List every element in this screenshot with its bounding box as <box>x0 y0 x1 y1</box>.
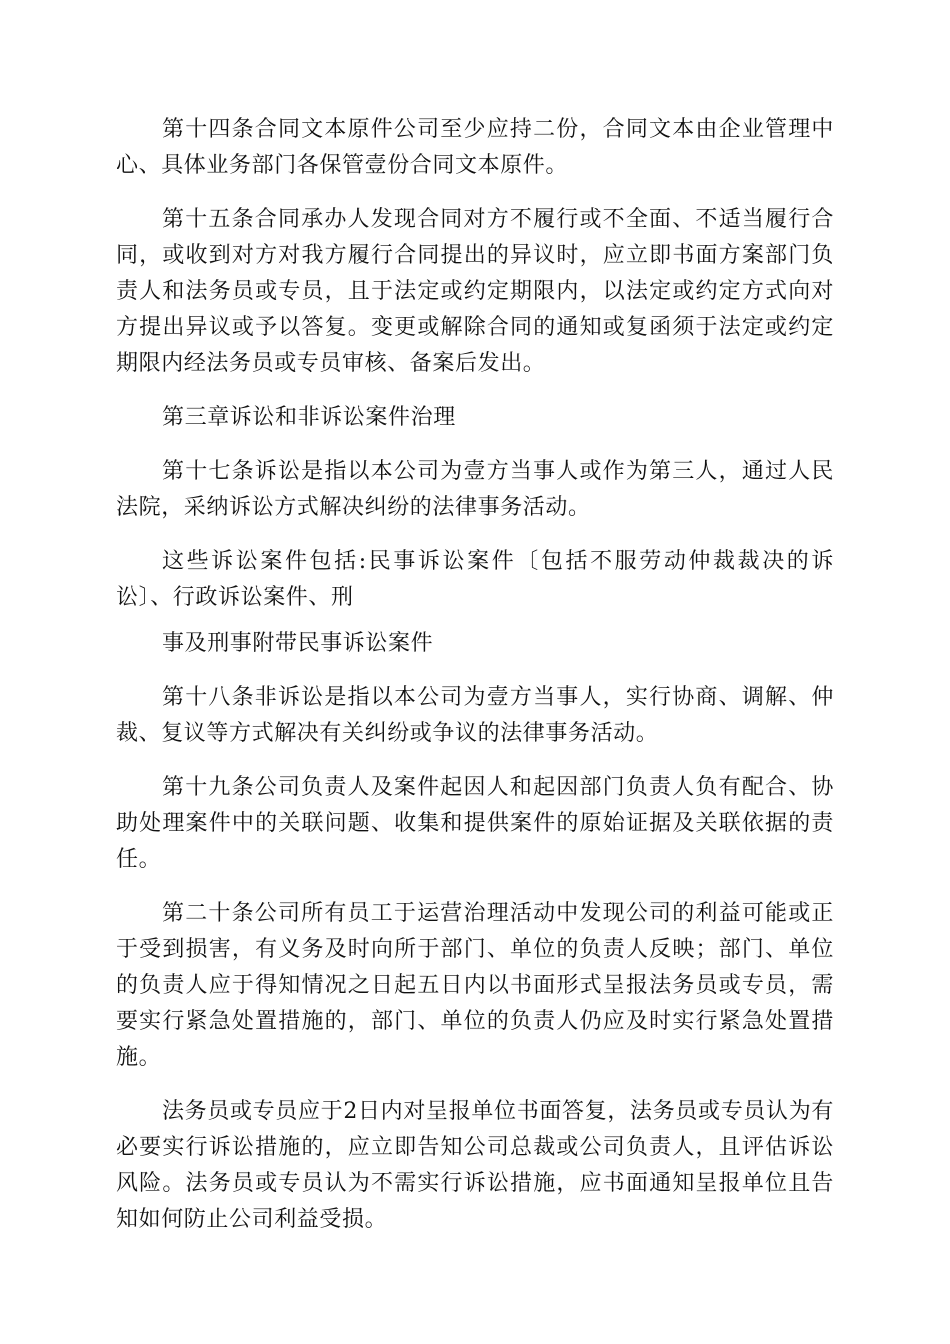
paragraph-lawsuit-types: 这些诉讼案件包括:民事诉讼案件〔包括不服劳动仲裁裁决的诉讼〕、行政诉讼案件、刑 <box>116 549 834 610</box>
paragraph-legal-response: 法务员或专员应于2日内对呈报单位书面答复，法务员或专员认为有必要实行诉讼措施的，应立即告知公司总裁或公司负责人，且评估诉讼风险。法务员或专员认为不需实行诉讼措施，应书面通知呈报单位且告知如何防止公司利益受损。 <box>116 1099 834 1232</box>
document-body <box>116 112 834 1256</box>
paragraph-article-15: 第十五条合同承办人发现合同对方不履行或不全面、不适当履行合同，或收到对方对我方履行合同提出的异议时，应立即书面方案部门负责人和法务员或专员，且于法定或约定期限内，以法定或约定方式向对方提出异议或予以答复。变更或解除合同的通知或复函须于法定或约定期限内经法务员或专员审核、备案后发出。 <box>116 207 834 376</box>
paragraph-article-17: 第十七条诉讼是指以本公司为壹方当事人或作为第三人，通过人民法院，采纳诉讼方式解决纠纷的法律事务活动。 <box>116 459 834 520</box>
paragraph-lawsuit-types-continued: 事及刑事附带民事诉讼案件 <box>162 631 434 656</box>
paragraph-article-14: 第十四条合同文本原件公司至少应持二份，合同文本由企业管理中心、具体业务部门各保管壹份合同文本原件。 <box>116 117 834 178</box>
paragraph-article-18: 第十八条非诉讼是指以本公司为壹方当事人，实行协商、调解、仲裁、复议等方式解决有关纠纷或争议的法律事务活动。 <box>116 685 834 746</box>
paragraph-article-20: 第二十条公司所有员工于运营治理活动中发现公司的利益可能或正于受到损害，有义务及时向所于部门、单位的负责人反映；部门、单位的负责人应于得知情况之日起五日内以书面形式呈报法务员或专员，需要实行紧急处置措施的，部门、单位的负责人仍应及时实行紧急处置措施。 <box>116 901 834 1070</box>
paragraph-article-19: 第十九条公司负责人及案件起因人和起因部门负责人负有配合、协助处理案件中的关联问题、收集和提供案件的原始证据及关联依据的责任。 <box>116 775 834 872</box>
chapter-3-heading: 第三章诉讼和非诉讼案件治理 <box>162 405 456 430</box>
